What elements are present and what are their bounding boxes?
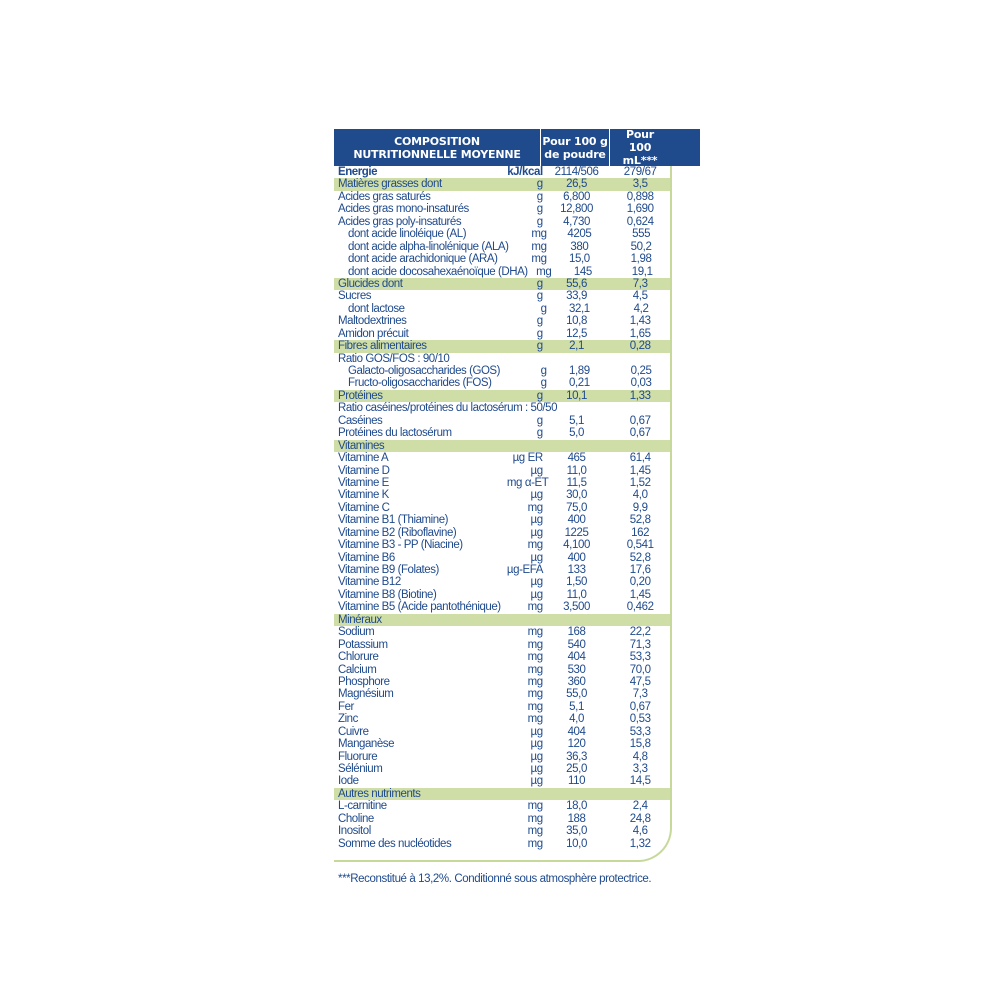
nutrient-name: Vitamine E: [338, 476, 389, 489]
table-header: [334, 129, 700, 166]
value-per-100g: 404: [567, 725, 586, 738]
table-row: [334, 726, 670, 738]
header-composition: COMPOSITION NUTRITIONNELLE MOYENNE: [353, 134, 521, 161]
value-per-100g: 18,0: [566, 800, 587, 813]
nutrient-name: Calcium: [338, 663, 377, 676]
nutrient-name: Vitamine B2 (Riboflavine): [338, 526, 457, 539]
unit: mg: [527, 663, 543, 676]
nutrient-name: Acides gras mono-insaturés: [338, 203, 469, 216]
unit: mg α-ET: [506, 476, 549, 489]
table-section-row: [334, 440, 670, 452]
value-per-100ml: 4,5: [632, 290, 648, 303]
nutrient-name: Matières grasses dont: [338, 178, 442, 191]
value-per-100ml: 14,5: [629, 775, 651, 788]
value-per-100g: 1,50: [566, 576, 587, 589]
value-per-100g: 400: [567, 551, 586, 564]
nutrient-name: Galacto-oligosaccharides (GOS): [348, 365, 501, 377]
table-row: [334, 738, 670, 750]
table-row: [334, 701, 670, 713]
value-per-100g: 380: [570, 240, 589, 253]
table-row: [334, 166, 670, 178]
value-per-100ml: 1,65: [629, 327, 651, 340]
unit: g: [536, 340, 543, 353]
table-row: [334, 353, 670, 365]
unit: g: [536, 327, 543, 340]
table-row: [334, 303, 670, 315]
table-row: [334, 315, 670, 327]
value-per-100ml: 0,462: [626, 601, 654, 614]
nutrient-name: Vitamine A: [338, 452, 389, 465]
nutrient-name: Ratio GOS/FOS : 90/10: [338, 352, 450, 365]
value-per-100ml: 0,53: [629, 713, 651, 726]
value-per-100g: 11,0: [566, 464, 587, 477]
table-row: [334, 763, 670, 775]
value-per-100ml: 15,8: [629, 738, 651, 751]
value-per-100g: 133: [567, 564, 586, 576]
unit: mg: [527, 812, 543, 825]
nutrient-name: Vitamine B5 (Acide pantothénique): [338, 601, 501, 614]
value-per-100g: 3,500: [563, 601, 590, 614]
unit: g: [536, 389, 543, 402]
value-per-100ml: 0,03: [630, 377, 652, 390]
nutrient-name: Vitamine K: [338, 489, 389, 502]
nutrient-name: dont acide linoléique (AL): [348, 228, 467, 241]
table-row: [334, 539, 670, 551]
nutrient-name: Sélénium: [338, 763, 383, 775]
value-per-100g: 4,100: [563, 539, 590, 552]
unit: mg: [531, 240, 547, 253]
table-row: [334, 402, 670, 414]
nutrient-name: dont acide alpha-linolénique (ALA): [348, 240, 509, 253]
value-per-100ml: 4,6: [632, 825, 648, 838]
nutrient-name: Inositol: [338, 825, 371, 838]
value-per-100g: 36,3: [566, 750, 587, 763]
unit: mg: [527, 651, 543, 664]
unit: mg: [527, 601, 543, 614]
table-body: [334, 166, 672, 862]
value-per-100g: 120: [567, 738, 586, 751]
value-per-100g: 33,9: [566, 290, 587, 303]
nutrient-name: Vitamine C: [338, 501, 390, 514]
unit: mg: [527, 825, 543, 838]
table-row: [334, 564, 670, 576]
table-row: [334, 253, 670, 265]
unit: mg: [527, 539, 543, 552]
nutrient-name: L-carnitine: [338, 800, 387, 813]
value-per-100g: 5,0: [569, 427, 584, 440]
value-per-100ml: 61,4: [629, 452, 651, 465]
table-section-row: [334, 390, 670, 402]
table-row: [334, 825, 670, 837]
footnote: ***Reconstitué à 13,2%. Conditionné sous atmosphère protectrice.: [338, 873, 652, 885]
unit: mg: [527, 638, 543, 651]
table-row: [334, 713, 670, 725]
unit: µg ER: [512, 452, 543, 465]
nutrient-name: Fibres alimentaires: [338, 340, 427, 353]
value-per-100g: 1225: [564, 526, 589, 539]
value-per-100ml: 279/67: [623, 166, 657, 178]
value-per-100g: 15,0: [568, 253, 590, 266]
nutrient-name: Choline: [338, 812, 374, 825]
table-row: [334, 664, 670, 676]
nutrient-name: Amidon précuit: [338, 327, 409, 340]
table-row: [334, 191, 670, 203]
table-row: [334, 576, 670, 588]
value-per-100g: 12,5: [566, 327, 587, 340]
unit: µg: [530, 588, 543, 601]
nutrient-name: Vitamine B9 (Folates): [338, 564, 439, 576]
value-per-100g: 360: [567, 675, 586, 688]
value-per-100g: 110: [567, 775, 586, 788]
unit: µg: [530, 750, 543, 763]
table-row: [334, 552, 670, 564]
value-per-100g: [543, 614, 611, 626]
unit: mg: [527, 800, 543, 813]
nutrient-name: Somme des nucléotides: [338, 837, 452, 850]
value-per-100g: 4,0: [569, 713, 584, 726]
unit: µg: [530, 551, 543, 564]
nutrient-name: Autres nutriments: [338, 787, 421, 800]
nutrient-name: Sucres: [338, 290, 372, 303]
table-row: [334, 415, 670, 427]
unit: g: [536, 203, 543, 216]
value-per-100ml: 1,98: [630, 253, 652, 266]
value-per-100g: 400: [567, 514, 586, 527]
table-row: [334, 328, 670, 340]
value-per-100ml: [610, 440, 670, 452]
value-per-100g: 6,800: [563, 190, 590, 203]
value-per-100g: [543, 440, 611, 452]
unit: mg: [527, 501, 543, 514]
nutrient-name: Cuivre: [338, 725, 369, 738]
value-per-100g: 30,0: [566, 489, 587, 502]
unit: µg: [530, 464, 543, 477]
value-per-100ml: 1,33: [629, 389, 651, 402]
nutrient-name: Vitamine B1 (Thiamine): [338, 514, 449, 527]
unit: µg: [530, 489, 543, 502]
nutrient-name: Glucides dont: [338, 277, 403, 290]
value-per-100ml: 53,3: [629, 651, 651, 664]
value-per-100ml: 0,67: [629, 700, 651, 713]
table-row: [334, 452, 670, 464]
value-per-100g: 11,0: [566, 588, 587, 601]
table-row: [334, 477, 670, 489]
table-row: [334, 502, 670, 514]
value-per-100g: 26,5: [566, 178, 587, 191]
value-per-100ml: 70,0: [629, 663, 651, 676]
unit: kJ/kcal: [507, 166, 543, 178]
table-row: [334, 626, 670, 638]
unit: [507, 788, 543, 800]
nutrient-name: Fluorure: [338, 750, 378, 763]
value-per-100ml: 555: [632, 228, 651, 241]
value-per-100g: 2,1: [569, 340, 584, 353]
value-per-100ml: [610, 788, 670, 800]
nutrient-name: Protéines: [338, 389, 383, 402]
table-section-row: [334, 178, 670, 190]
table-row: [334, 427, 670, 439]
table-row: [334, 676, 670, 688]
unit: mg: [527, 700, 543, 713]
value-per-100g: 404: [567, 651, 586, 664]
nutrient-name: dont acide arachidonique (ARA): [348, 253, 498, 266]
nutrient-name: Vitamine B6: [338, 551, 395, 564]
value-per-100ml: 0,28: [629, 340, 651, 353]
value-per-100g: 1,89: [568, 365, 590, 377]
value-per-100ml: 3,3: [632, 763, 648, 775]
value-per-100ml: 4,8: [632, 750, 648, 763]
nutrient-name: Fructo-oligosaccharides (FOS): [348, 377, 492, 390]
value-per-100g: 2114/506: [554, 166, 599, 178]
value-per-100g: 75,0: [566, 501, 587, 514]
unit: g: [536, 427, 543, 440]
unit: µg: [530, 763, 543, 775]
table-section-row: [334, 340, 670, 352]
nutrient-name: Vitamine B8 (Biotine): [338, 588, 437, 601]
nutrient-name: Maltodextrines: [338, 315, 407, 328]
value-per-100g: 5,1: [569, 700, 584, 713]
unit: µg: [530, 526, 543, 539]
unit: g: [536, 190, 543, 203]
unit: mg: [531, 228, 547, 241]
table-row: [334, 688, 670, 700]
unit: µg: [530, 738, 543, 751]
value-per-100ml: 1,45: [629, 464, 651, 477]
value-per-100ml: 7,3: [632, 277, 648, 290]
value-per-100ml: 0,624: [626, 215, 654, 228]
nutrient-name: Acides gras saturés: [338, 190, 431, 203]
unit: mg: [527, 713, 543, 726]
value-per-100g: 188: [567, 812, 586, 825]
nutrient-name: Manganèse: [338, 738, 395, 751]
value-per-100g: 35,0: [566, 825, 587, 838]
nutrient-name: Vitamine B3 - PP (Niacine): [338, 539, 463, 552]
header-per-100g-powder: Pour 100 g de poudre: [540, 129, 609, 166]
value-per-100g: 11,5: [566, 476, 587, 489]
nutrient-name: Protéines du lactosérum: [338, 427, 452, 440]
value-per-100ml: 1,32: [629, 837, 651, 850]
table-row: [334, 228, 670, 240]
nutrient-name: dont lactose: [348, 302, 405, 315]
nutrient-name: Caséines: [338, 414, 383, 427]
unit: µg: [530, 576, 543, 589]
value-per-100ml: 1,52: [629, 476, 651, 489]
unit: g: [536, 290, 543, 303]
table-row: [334, 514, 670, 526]
nutrient-name: Energie: [338, 166, 378, 178]
unit: µg: [530, 514, 543, 527]
table-row: [334, 216, 670, 228]
table-section-row: [334, 278, 670, 290]
unit: µg-EFA: [506, 564, 544, 576]
nutrient-name: Zinc: [338, 713, 358, 726]
value-per-100ml: 2,4: [632, 800, 648, 813]
value-per-100g: 5,1: [569, 414, 584, 427]
table-row: [334, 203, 670, 215]
unit: mg: [527, 688, 543, 701]
unit: g: [540, 302, 547, 315]
unit: mg: [527, 626, 543, 639]
value-per-100g: 4,730: [563, 215, 590, 228]
unit: g: [540, 377, 547, 390]
value-per-100g: 10,0: [566, 837, 587, 850]
nutrient-name: Ratio caséines/protéines du lactosérum : 50/50: [338, 402, 558, 415]
nutrient-name: Potassium: [338, 638, 388, 651]
value-per-100g: 4205: [567, 228, 592, 241]
value-per-100g: 12,800: [560, 203, 593, 216]
nutrient-name: Minéraux: [338, 613, 382, 626]
unit: µg: [530, 775, 543, 788]
value-per-100ml: 0,898: [626, 190, 654, 203]
nutrient-name: Iode: [338, 775, 359, 788]
value-per-100ml: 19,1: [631, 265, 653, 278]
nutrient-name: Phosphore: [338, 675, 390, 688]
value-per-100g: [543, 788, 611, 800]
table-row: [334, 377, 670, 389]
table-row: [334, 589, 670, 601]
nutrient-name: Vitamines: [338, 439, 385, 452]
value-per-100g: 465: [567, 452, 586, 465]
value-per-100g: 10,8: [566, 315, 587, 328]
value-per-100ml: 4,0: [632, 489, 648, 502]
value-per-100g: 168: [567, 626, 586, 639]
nutrient-name: Fer: [338, 700, 354, 713]
nutrient-name: dont acide docosahexaénoïque (DHA): [348, 265, 528, 278]
value-per-100g: 55,0: [566, 688, 587, 701]
nutrient-name: Acides gras poly-insaturés: [338, 215, 462, 228]
table-row: [334, 266, 670, 278]
nutrient-name: Magnésium: [338, 688, 394, 701]
table-row: [334, 813, 670, 825]
value-per-100ml: [610, 614, 670, 626]
unit: mg: [527, 675, 543, 688]
header-per-100ml: Pour 100 mL***: [609, 129, 670, 166]
value-per-100ml: 1,690: [626, 203, 654, 216]
unit: g: [536, 315, 543, 328]
value-per-100g: 530: [567, 663, 586, 676]
table-row: [334, 365, 670, 377]
value-per-100ml: 0,67: [629, 414, 651, 427]
value-per-100ml: 0,67: [629, 427, 651, 440]
value-per-100g: 0,21: [568, 377, 590, 390]
table-row: [334, 651, 670, 663]
unit: [507, 440, 543, 452]
nutrient-name: Vitamine B12: [338, 576, 401, 589]
unit: mg: [536, 265, 552, 278]
unit: g: [536, 277, 543, 290]
unit: mg: [527, 837, 543, 850]
unit: g: [540, 365, 547, 377]
value-per-100ml: 7,3: [632, 688, 648, 701]
unit: [507, 614, 543, 626]
value-per-100g: 10,1: [566, 389, 587, 402]
value-per-100g: 55,6: [566, 277, 587, 290]
value-per-100ml: 3,5: [632, 178, 648, 191]
value-per-100ml: 0,20: [629, 576, 651, 589]
table-row: [334, 751, 670, 763]
table-section-row: [334, 788, 670, 800]
value-per-100ml: 53,3: [629, 725, 651, 738]
value-per-100ml: 52,8: [629, 514, 651, 527]
table-row: [334, 601, 670, 613]
table-row: [334, 527, 670, 539]
table-row: [334, 465, 670, 477]
unit: g: [536, 178, 543, 191]
value-per-100ml: 47,5: [629, 675, 651, 688]
value-per-100ml: 1,43: [629, 315, 651, 328]
value-per-100ml: 50,2: [630, 240, 652, 253]
value-per-100ml: 1,45: [629, 588, 651, 601]
table-row: [334, 639, 670, 651]
table-row: [334, 775, 670, 787]
nutrition-table-panel: [334, 129, 700, 862]
value-per-100ml: 17,6: [629, 564, 651, 576]
nutrient-name: Chlorure: [338, 651, 379, 664]
value-per-100ml: 162: [631, 526, 650, 539]
value-per-100ml: 0,25: [630, 365, 652, 377]
value-per-100ml: 4,2: [633, 302, 649, 315]
value-per-100ml: 9,9: [632, 501, 648, 514]
value-per-100ml: 52,8: [629, 551, 651, 564]
value-per-100ml: 0,541: [626, 539, 654, 552]
table-row: [334, 800, 670, 812]
value-per-100ml: 22,2: [629, 626, 651, 639]
table-row: [334, 290, 670, 302]
value-per-100ml: 24,8: [629, 812, 651, 825]
table-row: [334, 241, 670, 253]
table-section-row: [334, 614, 670, 626]
value-per-100g: 32,1: [568, 302, 590, 315]
unit: g: [536, 414, 543, 427]
unit: mg: [531, 253, 547, 266]
nutrient-name: Sodium: [338, 626, 375, 639]
table-row: [334, 489, 670, 501]
unit: g: [536, 215, 543, 228]
nutrient-name: Vitamine D: [338, 464, 390, 477]
value-per-100ml: 71,3: [629, 638, 651, 651]
table-row: [334, 838, 670, 850]
value-per-100g: 145: [573, 265, 592, 278]
value-per-100g: 25,0: [566, 763, 587, 775]
unit: µg: [530, 725, 543, 738]
value-per-100g: 540: [567, 638, 586, 651]
